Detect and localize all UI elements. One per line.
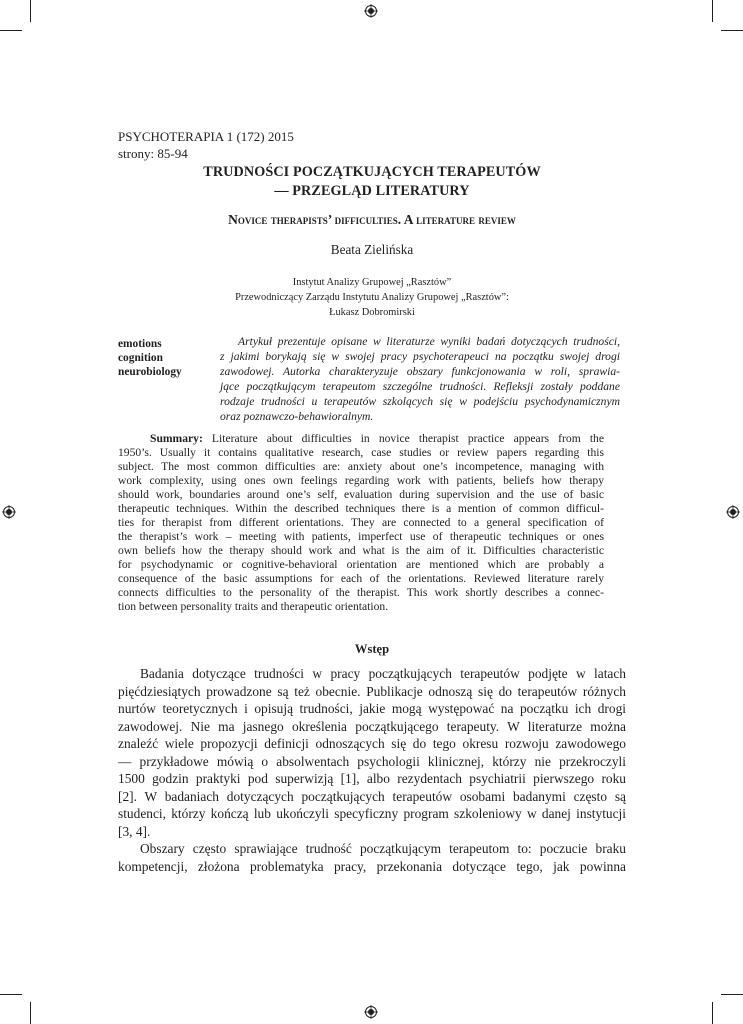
crop-mark <box>712 1002 713 1024</box>
page-range: strony: 85-94 <box>118 146 188 161</box>
abstract-line: oraz poznawczo-behawioralnym. <box>220 410 374 423</box>
article-title: — PRZEGLĄD LITERATURY <box>274 183 470 199</box>
summary-line: subject. The most common difficulties are: anxiety about one’s incompetence, managing with <box>118 460 604 473</box>
affiliation-line: Łukasz Dobromirski <box>329 307 415 318</box>
abstract-line: rodzaje trudności u terapeutów szkolących się w podejściu psychodynamicznym <box>220 395 620 408</box>
section-heading: Wstęp <box>354 642 390 656</box>
summary-line: should work, boundaries around one’s self, evaluation during supervision and the use of basic <box>118 488 604 501</box>
body-line: [2]. W badaniach dotyczących początkujących terapeutów osobami badanymi często są <box>118 789 626 804</box>
summary-line: tion between personality traits and therapeutic orientation. <box>118 600 389 613</box>
abstract-line: z jakimi borykają się w swojej pracy psychoterapeuci na początku swojej drogi <box>220 350 620 363</box>
summary-line: 1950’s. Usually it contains qualitative research, case studies or review papers regarding this <box>118 446 604 459</box>
body-line: kompetencji, złożona problematyka pracy, przekonania dotyczące tego, jak powinna <box>118 859 626 874</box>
article-title: TRUDNOŚCI POCZĄTKUJĄCYCH TERAPEUTÓW <box>203 164 541 180</box>
summary-line: consequence of the basic assumptions for each of the orientations. Reviewed literature rarely <box>118 572 604 585</box>
body-line: — przykładowe mówią o absolwentach psychologii klinicznej, którzy nie przekroczyli <box>118 754 626 769</box>
abstract-line: Artykuł prezentuje opisane w literaturze wyniki badań dotyczących trudności, <box>238 335 620 348</box>
summary-line: own beliefs how the therapy should work and what is the aim of it. Difficulties characteristic <box>118 544 604 557</box>
crop-mark <box>721 30 743 31</box>
registration-mark-icon <box>2 505 16 519</box>
body-line: studenci, którzy kończą lub ukończyli specyficzny program szkoleniowy w danej instytucji <box>118 806 626 821</box>
body-line: 1500 godzin praktyki pod superwizją [1], albo rezydentach psychiatrii pierwszego roku <box>118 771 626 786</box>
body-line: Badania dotyczące trudności w pracy początkujących terapeutów podjęte w latach <box>140 666 626 681</box>
body-line: zawodowej. Nie ma jasnego określenia początkującego terapeuty. W literaturze można <box>118 719 626 734</box>
affiliation-line: Instytut Analizy Grupowej „Rasztów” <box>292 277 452 288</box>
abstract-line: zawodowej. Autorka charakteryzuje obszary funkcjonowania w roli, sprawia- <box>220 365 620 378</box>
body-line: [3, 4]. <box>118 824 151 839</box>
summary-line: therapeutic techniques. Within the described techniques there is a mention of common difficul- <box>118 502 604 515</box>
body-line: nurtów teoretycznych i opisują trudności, jakie mogą występować na początku ich drogi <box>118 701 626 716</box>
crop-mark <box>30 0 31 22</box>
crop-mark <box>30 1002 31 1024</box>
summary-line: work complexity, using ones own feelings regarding work with patients, beliefs how therapy <box>118 474 604 487</box>
body-line: znaleźć wiele propozycji definicji odnoszących się do tego okresu rozwoju zawodowego <box>118 736 626 751</box>
keyword: neurobiology <box>118 366 182 378</box>
journal-issue: PSYCHOTERAPIA 1 (172) 2015 <box>118 129 294 144</box>
keyword: cognition <box>118 352 163 364</box>
summary-line: for psychodynamic or cognitive-behavioral orientation are mentioned which are probably a <box>118 558 604 571</box>
keyword: emotions <box>118 338 162 350</box>
abstract-line: jące początkującym terapeutom szczególne trudności. Refleksji zostały poddane <box>220 380 620 393</box>
summary-line: Summary: Literature about difficulties in novice therapist practice appears from the <box>150 432 604 445</box>
crop-mark <box>721 994 743 995</box>
crop-mark <box>0 30 22 31</box>
summary-line: connects difficulties to the personality of the therapist. This work shortly describes a connec- <box>118 586 604 599</box>
affiliation-line: Przewodniczący Zarządu Instytutu Analizy Grupowej „Rasztów”: <box>235 292 509 303</box>
registration-mark-icon <box>726 505 740 519</box>
summary-line: the therapist’s work – meeting with patients, imperfect use of therapeutic techniques or ones <box>118 530 604 543</box>
registration-mark-icon <box>364 4 378 18</box>
crop-mark <box>712 0 713 22</box>
author-name: Beata Zielińska <box>330 242 414 257</box>
body-line: Obszary często sprawiające trudność początkującym terapeutom to: poczucie braku <box>140 841 626 856</box>
summary-line: ties for therapist from different orientations. They are connected to a general specification of <box>118 516 604 529</box>
summary-label: Summary: <box>150 432 203 445</box>
crop-mark <box>0 994 22 995</box>
body-line: pięćdziesiątych prowadzone są też obecnie. Publikacje odnoszą się do terapeutów różnych <box>118 684 626 699</box>
registration-mark-icon <box>364 1005 378 1019</box>
english-title: Novice therapists’ difficulties. A literature review <box>228 212 516 227</box>
